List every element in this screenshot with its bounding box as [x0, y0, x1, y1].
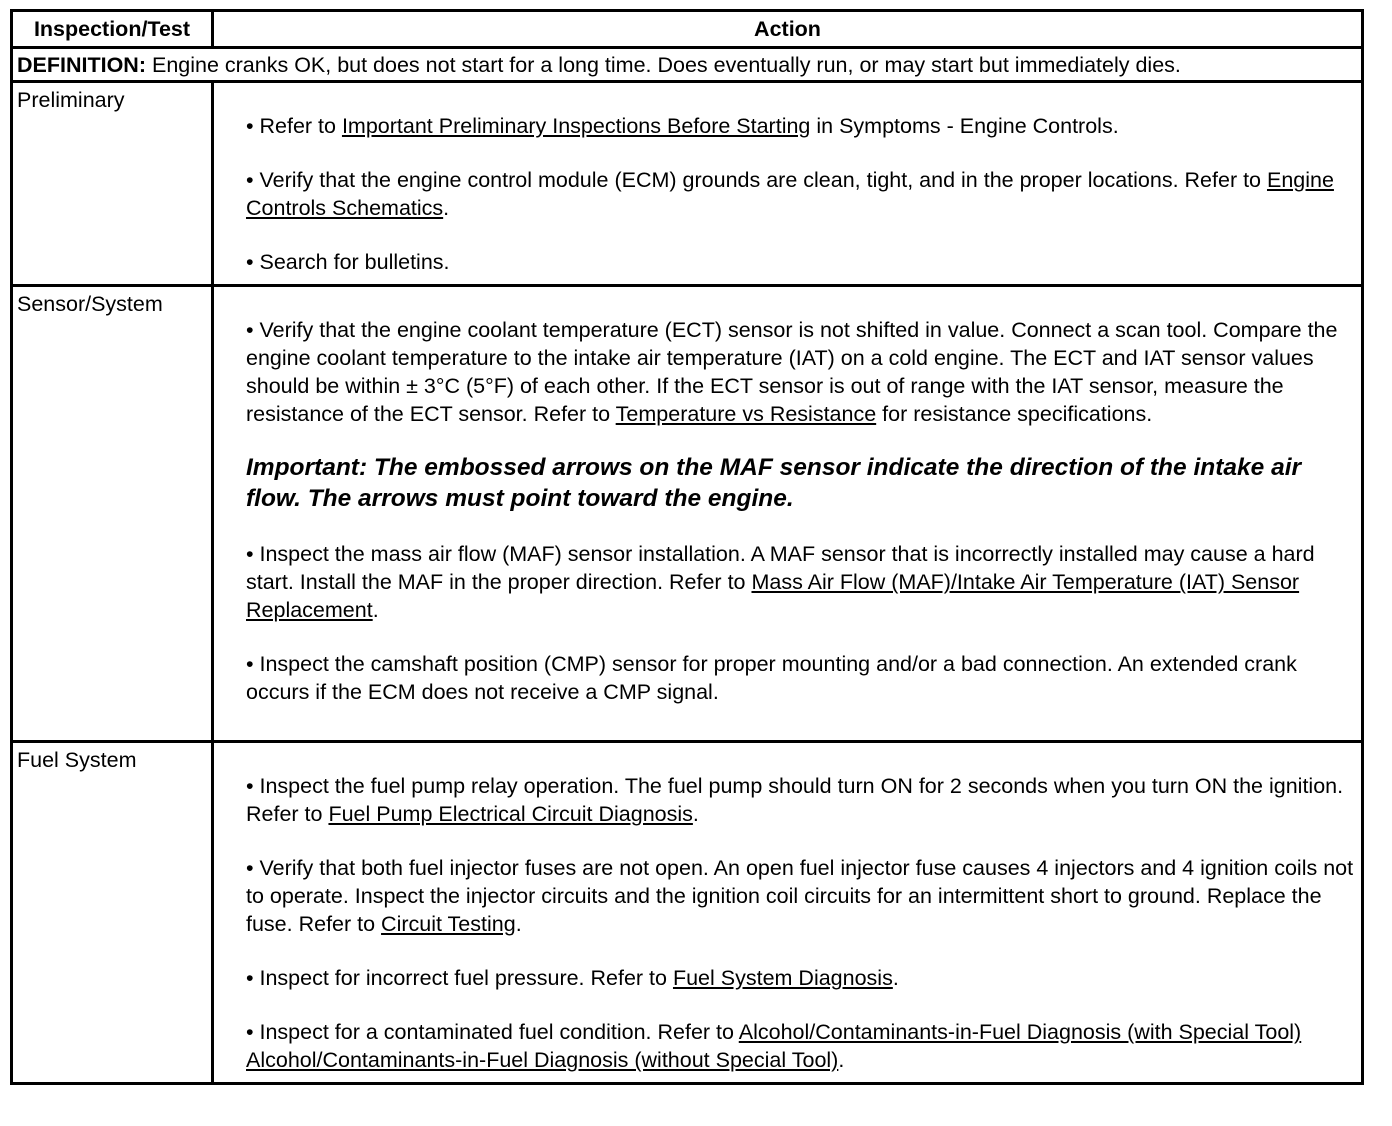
action-item [246, 316, 1355, 428]
action-item [246, 854, 1355, 938]
table-row [12, 742, 1363, 1084]
action-text-end: . [692, 802, 699, 826]
action-text: • Inspect for a contaminated fuel condition. Refer to [246, 1020, 739, 1044]
action-item [246, 540, 1355, 624]
table-row [12, 82, 1363, 286]
header-row [12, 11, 1363, 48]
action-item [246, 112, 1355, 140]
action-text: • Refer to [246, 114, 342, 138]
action-text: • Search for bulletins. [246, 250, 450, 274]
reference-link[interactable]: Fuel Pump Electrical Circuit Diagnosis [328, 802, 693, 826]
reference-link[interactable]: Important Preliminary Inspections Before Starting [341, 114, 811, 138]
reference-link[interactable]: Mass Air Flow (MAF)/Intake Air Temperature (IAT) Sensor Replacement [246, 570, 1300, 622]
action-item [246, 772, 1355, 828]
action-text: • Verify that the engine coolant temperature (ECT) sensor is not shifted in value. Connect a scan tool. Compare the engine coolant temperature to the intake air temperature (IAT) on a cold engine. The ECT and IAT sensor values should be within ± 3°C (5°F) of each other. If the ECT sensor is out of range with the IAT sensor, measure the resistance of the ECT sensor. Refer to [246, 318, 1338, 426]
table-row [12, 286, 1363, 742]
action-cell [213, 286, 1363, 742]
action-item [246, 650, 1355, 706]
header-inspection-test: Inspection/Test [12, 11, 213, 48]
action-item [246, 1018, 1355, 1074]
action-text: • Inspect for incorrect fuel pressure. Refer to [246, 966, 673, 990]
reference-link[interactable]: Engine Controls Schematics [246, 168, 1334, 220]
action-text: • Verify that the engine control module (ECM) grounds are clean, tight, and in the proper locations. Refer to [246, 168, 1267, 192]
action-text: • Inspect the mass air flow (MAF) sensor installation. A MAF sensor that is incorrectly installed may cause a hard start. Install the MAF in the proper direction. Refer to [246, 542, 1315, 594]
header-action: Action [213, 11, 1363, 48]
definition-text: Engine cranks OK, but does not start for a long time. Does eventually run, or may start but immediately dies. [146, 53, 1181, 77]
action-item [246, 964, 1355, 992]
inspection-label: Preliminary [12, 82, 213, 286]
action-cell [213, 82, 1363, 286]
definition-cell [12, 48, 1363, 82]
action-cell [213, 742, 1363, 1084]
action-text-end: in Symptoms - Engine Controls. [810, 114, 1119, 138]
important-note: Important: The embossed arrows on the MAF sensor indicate the direction of the intake air flow. The arrows must point toward the engine. [246, 454, 1302, 512]
reference-link[interactable]: Alcohol/Contaminants-in-Fuel Diagnosis (with Special Tool) Alcohol/Contaminants-in-Fuel Diagnosis (without Special Tool) [246, 1020, 1302, 1072]
action-text-end: . [838, 1048, 845, 1072]
definition-label: DEFINITION: [17, 53, 146, 77]
action-item [246, 248, 1355, 276]
reference-link[interactable]: Temperature vs Resistance [615, 402, 877, 426]
reference-link[interactable]: Fuel System Diagnosis [672, 966, 893, 990]
reference-link[interactable]: Circuit Testing [381, 912, 516, 936]
action-text-end: for resistance specifications. [876, 402, 1153, 426]
action-text-end: . [515, 912, 522, 936]
action-item [246, 166, 1355, 222]
action-text: • Inspect the fuel pump relay operation. The fuel pump should turn ON for 2 seconds when you turn ON the ignition. Refer to [246, 774, 1344, 826]
inspection-label: Fuel System [12, 742, 213, 1084]
diagnostic-table [10, 9, 1364, 1085]
action-text: • Inspect the camshaft position (CMP) sensor for proper mounting and/or a bad connection. An extended crank occurs if the ECM does not receive a CMP signal. [246, 652, 1297, 704]
inspection-label: Sensor/System [12, 286, 213, 742]
definition-row [12, 48, 1363, 82]
action-text: • Verify that both fuel injector fuses are not open. An open fuel injector fuse causes 4 injectors and 4 ignition coils not to operate. Inspect the injector circuits and the ignition coil circuits for an intermittent short to ground. Replace the fuse. Refer to [246, 856, 1354, 936]
action-text-end: . [443, 196, 450, 220]
action-text-end: . [372, 598, 379, 622]
action-text-end: . [892, 966, 899, 990]
